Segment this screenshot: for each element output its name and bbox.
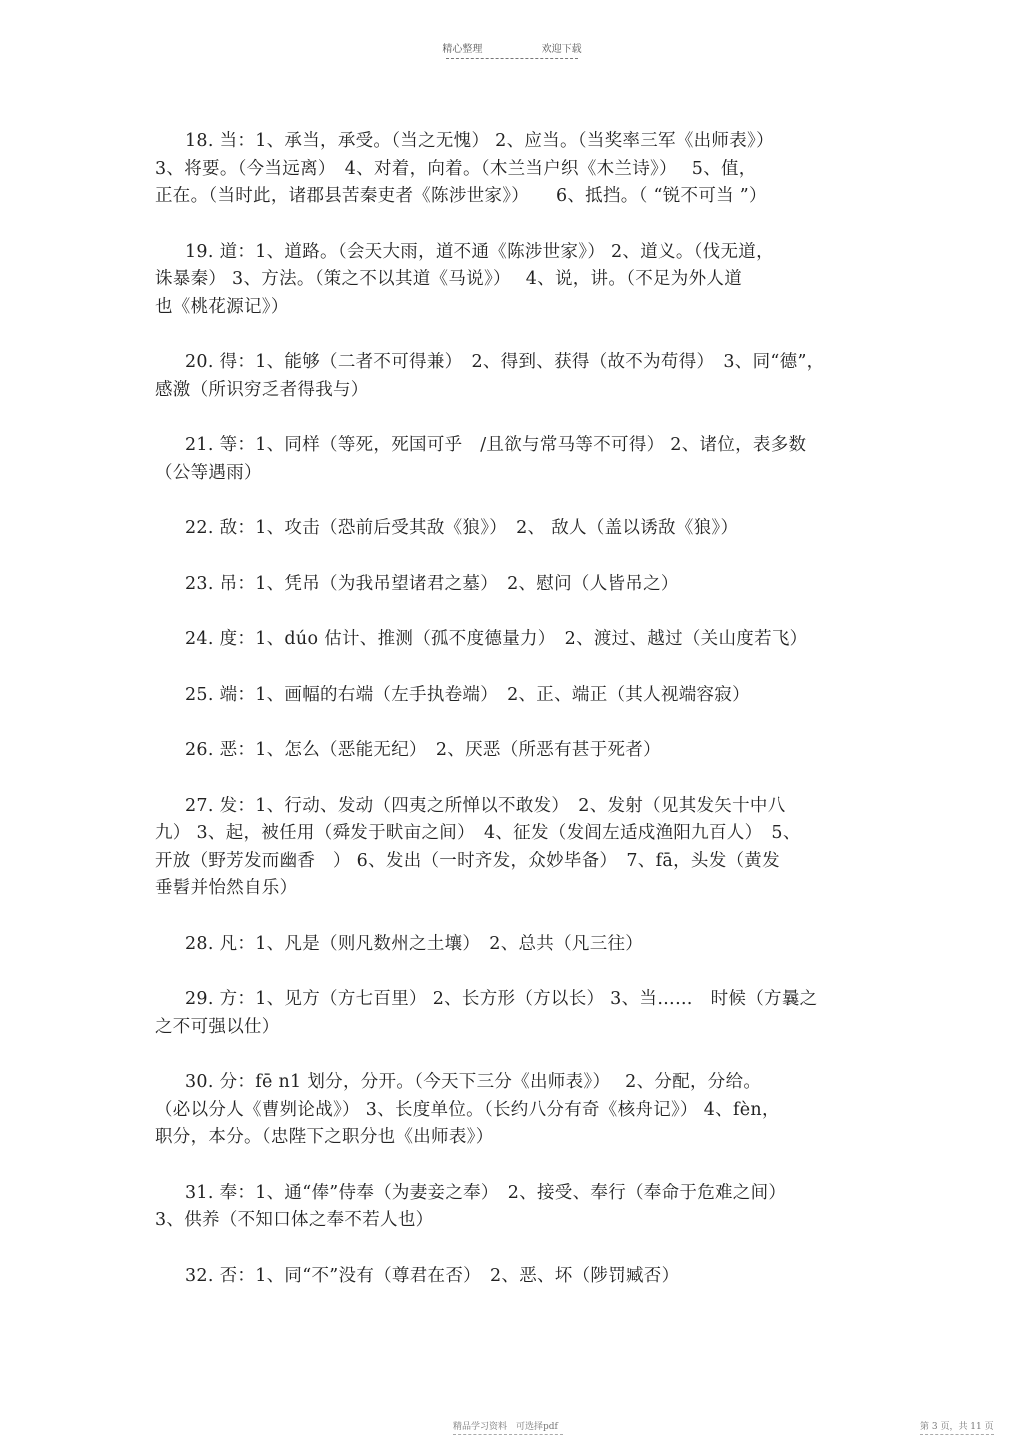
entry-27 [155,793,867,903]
entry-line: （公等遇雨） [155,462,262,483]
entry-line: 29. 方：1、见方（方七百里） 2、长方形（方以长） 3、当…… 时候（方曩之 [185,989,818,1009]
entry-30 [155,1069,867,1152]
entry-28 [155,931,867,959]
entry-18 [155,128,867,211]
entry-line: 开放（野芳发而幽香 ） 6、发出（一时齐发，众妙毕备） 7、fā，头发（黄发 [155,850,780,871]
entry-32 [155,1263,867,1291]
entry-31 [155,1180,867,1235]
entry-line: 也《桃花源记》） [155,296,289,317]
entry-line: 27. 发：1、行动、发动（四夷之所惮以不敢发） 2、发射（见其发矢十中八 [185,795,786,816]
entry-line: 32. 否：1、同“不”没有（尊君在否） 2、恶、坏（陟罚臧否） [185,1265,680,1286]
entry-line: 正在。（当时此，诸郡县苦秦吏者《陈涉世家》） 6、抵挡。（ “锐不可当 ”） [155,186,767,206]
entry-line: 九） 3、起，被任用（舜发于畎亩之间） 4、征发（发闾左适戍渔阳九百人） 5、 [155,823,801,843]
entry-line: 24. 度：1、dúo 估计、推测（孤不度德量力） 2、渡过、越过（关山度若飞） [185,629,808,649]
header-left-text: 精心整理 [442,44,483,55]
entry-21 [155,432,867,487]
entry-line: 23. 吊：1、凭吊（为我吊望诸君之墓） 2、慰问（人皆吊之） [185,573,679,594]
entry-22 [155,515,867,543]
footer-left-text: 精品学习资料 可选择pdf [453,1422,558,1432]
entry-line: 18. 当：1、承当，承受。（当之无愧） 2、应当。（当奖率三军《出师表》） [185,131,774,151]
entry-23 [155,571,867,599]
entry-19 [155,239,867,322]
footer-divider [453,1434,563,1435]
entry-line: 垂髫并怡然自乐） [155,878,298,898]
entry-line: 19. 道：1、道路。（会天大雨，道不通《陈涉世家》） 2、道义。（伐无道， [185,241,774,262]
entry-line: 26. 恶：1、怎么（恶能无纪） 2、厌恶（所恶有甚于死者） [185,740,661,760]
entry-line: 30. 分：fē n1 划分，分开。（今天下三分《出师表》） 2、分配，分给。 [185,1072,762,1092]
entry-line: 之不可强以仕） [155,1016,280,1037]
entry-line: （必以分人《曹刿论战》） 3、长度单位。（长约八分有奇《核舟记》） 4、fèn， [155,1099,780,1120]
entry-line: 感激（所识穷乏者得我与） [155,379,369,400]
entry-26 [155,737,867,765]
header-divider [446,58,578,59]
document-body [155,128,867,1318]
entry-24 [155,626,867,654]
page-number: 第 3 页，共 11 页 [920,1422,994,1432]
entry-line: 3、将要。（今当远离） 4、对着，向着。（木兰当户织《木兰诗》） 5、值， [155,158,757,179]
entry-line: 25. 端：1、画幅的右端（左手执卷端） 2、正、端正（其人视端容寂） [185,684,750,705]
entry-25 [155,682,867,710]
page-header [0,40,1024,55]
entry-line: 21. 等：1、同样（等死，死国可乎 /且欲与常马等不可得） 2、诸位，表多数 [185,435,807,455]
footer-divider [920,1434,994,1435]
entry-29 [155,986,867,1041]
entry-line: 诛暴秦） 3、方法。（策之不以其道《马说》） 4、说，讲。（不足为外人道 [155,269,742,289]
entry-line: 3、供养（不知口体之奉不若人也） [155,1210,434,1230]
entry-line: 31. 奉：1、通“俸”侍奉（为妻妾之奉） 2、接受、奉行（奉命于危难之间） [185,1182,787,1203]
header-right-text: 欢迎下载 [541,44,582,55]
entry-line: 22. 敌：1、攻击（恐前后受其敌《狼》） 2、 敌人（盖以诱敌《狼》） [185,518,739,538]
entry-line: 20. 得：1、能够（二者不可得兼） 2、得到、获得（故不为苟得） 3、同“德”， [185,352,825,372]
entry-20 [155,349,867,404]
entry-line: 28. 凡：1、凡是（则凡数州之土壤） 2、总共（凡三往） [185,933,644,954]
entry-line: 职分，本分。（忠陛下之职分也《出师表》） [155,1127,494,1147]
